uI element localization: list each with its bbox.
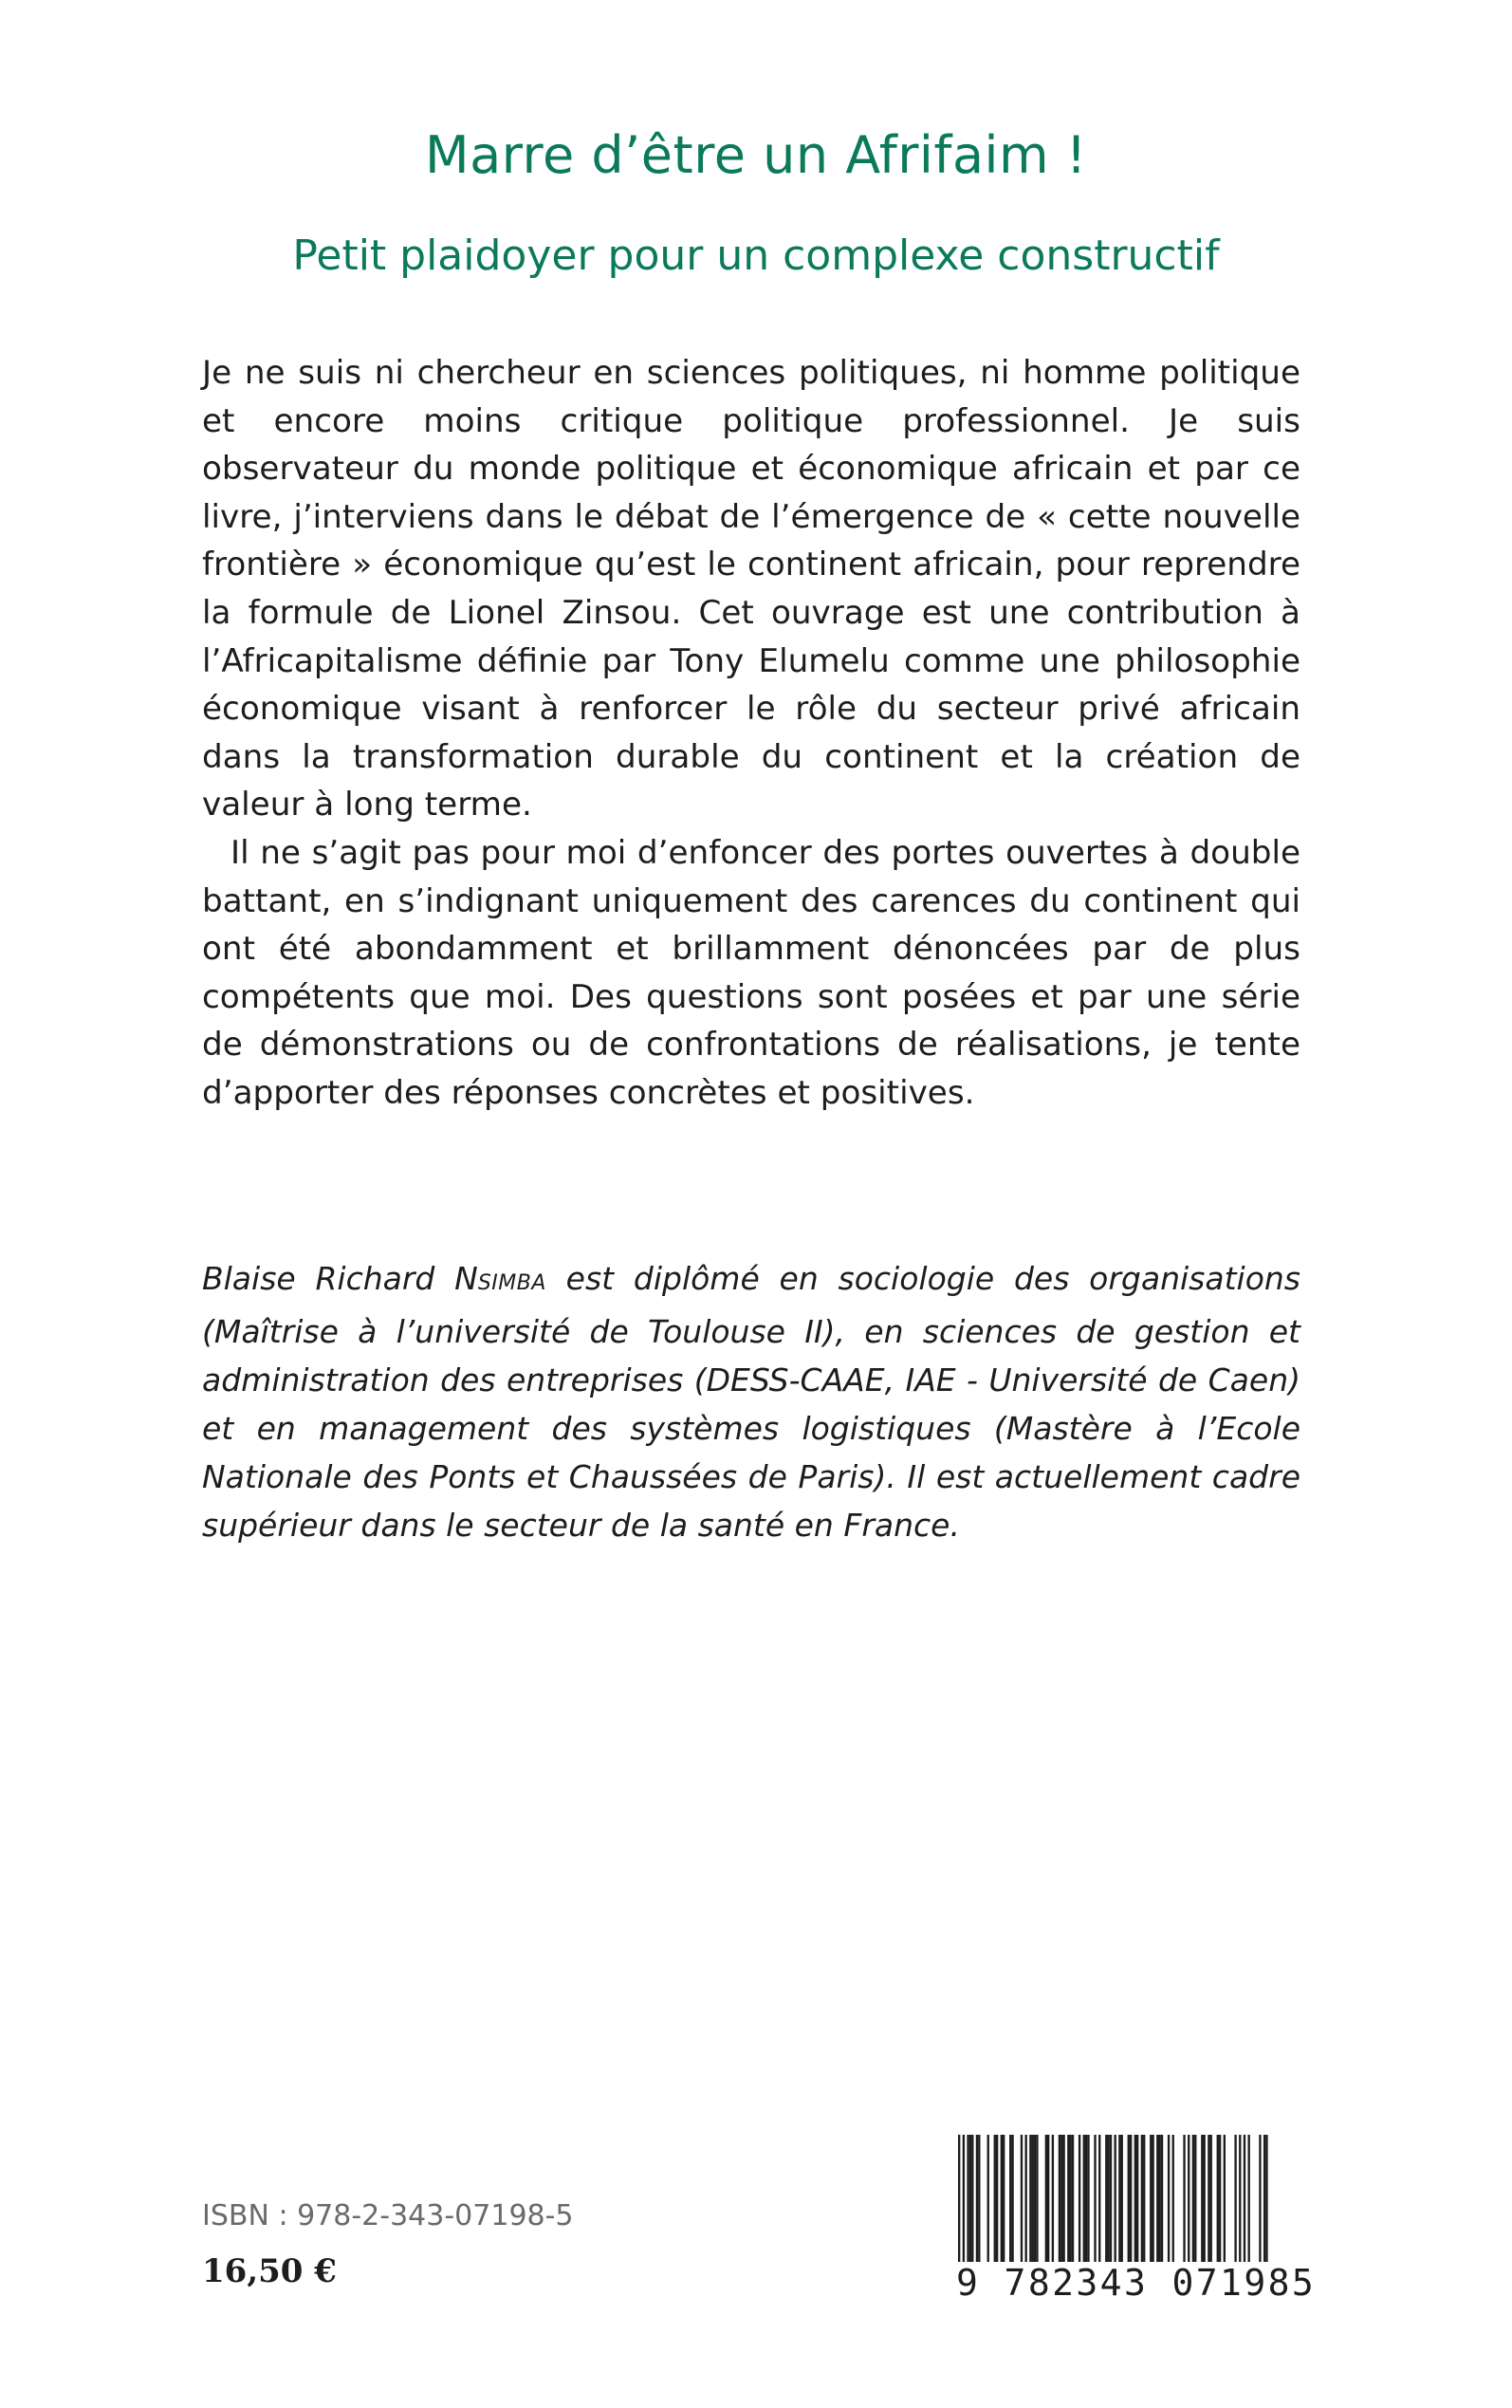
barcode-bar bbox=[1152, 2135, 1153, 2264]
book-subtitle: Petit plaidoyer pour un complexe constructif bbox=[292, 232, 1220, 280]
barcode-bar bbox=[1110, 2135, 1112, 2264]
price: 16,50 € bbox=[202, 2252, 337, 2290]
barcode-bar bbox=[1070, 2135, 1072, 2264]
barcode-digits: 9 782343 071985 bbox=[956, 2262, 1317, 2304]
barcode-bar bbox=[1159, 2135, 1161, 2264]
barcode-bar bbox=[994, 2135, 996, 2264]
barcode-bar bbox=[1079, 2135, 1080, 2264]
barcode-bar bbox=[1194, 2135, 1196, 2264]
barcode-bar bbox=[1025, 2135, 1027, 2264]
back-cover-summary bbox=[202, 349, 1300, 1118]
barcode-bar bbox=[1224, 2135, 1226, 2264]
barcode-bar bbox=[1239, 2135, 1241, 2264]
barcode-bar bbox=[1141, 2135, 1143, 2264]
barcode-bar bbox=[1118, 2135, 1120, 2264]
barcode-bar bbox=[1208, 2135, 1209, 2264]
barcode-bar bbox=[1168, 2135, 1170, 2264]
barcode-bar bbox=[1248, 2135, 1250, 2264]
barcode-bar bbox=[971, 2135, 973, 2264]
barcode-bar bbox=[1052, 2135, 1054, 2264]
barcode-bar bbox=[1210, 2135, 1212, 2264]
barcode-bar bbox=[1098, 2135, 1100, 2264]
barcode-bar bbox=[1217, 2135, 1219, 2264]
barcode-bar bbox=[1143, 2135, 1145, 2264]
barcode-bar bbox=[996, 2135, 998, 2264]
barcode-bar bbox=[1121, 2135, 1123, 2264]
barcode-bar bbox=[1192, 2135, 1194, 2264]
barcode-bar bbox=[1083, 2135, 1085, 2264]
barcode-bar bbox=[978, 2135, 980, 2264]
barcode-bar bbox=[1150, 2135, 1152, 2264]
barcode-bar bbox=[1021, 2135, 1023, 2264]
barcode-bar bbox=[1136, 2135, 1138, 2264]
barcode-bar bbox=[1085, 2135, 1087, 2264]
barcode-bar bbox=[1001, 2135, 1003, 2264]
author-bio-text: est diplômé en sociologie des organisations (Maîtrise à l’université de Toulouse II), en sciences de gestion et administration des entreprises (DESS-CAAE, IAE - Université de Caen) et en management des systèmes logistiques (Mastère à l’Ecole Nationale des Ponts et Chaussées de Paris). Il est actuellement cadre supérieur dans le secteur de la santé en France. bbox=[202, 1260, 1300, 1544]
barcode-bar bbox=[1188, 2135, 1189, 2264]
barcode-bar bbox=[1003, 2135, 1005, 2264]
summary-paragraph-1: Je ne suis ni chercheur en sciences politiques, ni homme politique et encore moins critique politique professionnel. Je suis observateur du monde politique et économique africain et par ce livre, j’interviens dans le débat de l’émergence de « cette nouvelle frontière » économique qu’est le continent africain, pour reprendre la formule de Lionel Zinsou. Cet ouvrage est une contribution à l’Africapitalisme définie par Tony Elumelu comme une philosophie économique visant à renforcer le rôle du secteur privé africain dans la transformation durable du continent et la création de valeur à long terme. bbox=[202, 354, 1300, 824]
author-biography bbox=[202, 1254, 1300, 1549]
barcode-bar bbox=[1244, 2135, 1245, 2264]
barcode-bar bbox=[1045, 2135, 1047, 2264]
barcode-bar bbox=[967, 2135, 968, 2264]
barcode-bar bbox=[1029, 2135, 1031, 2264]
barcode-bar bbox=[1156, 2135, 1158, 2264]
barcode-bar bbox=[1034, 2135, 1036, 2264]
barcode-bar bbox=[1172, 2135, 1174, 2264]
barcode-bar bbox=[1183, 2135, 1185, 2264]
barcode-bar bbox=[1107, 2135, 1109, 2264]
barcode-bar bbox=[1204, 2135, 1206, 2264]
barcode-bar bbox=[969, 2135, 971, 2264]
barcode-bar bbox=[1130, 2135, 1132, 2264]
barcode-bar bbox=[1219, 2135, 1221, 2264]
book-title: Marre d’être un Afrifaim ! bbox=[425, 125, 1087, 185]
barcode-bar bbox=[1072, 2135, 1074, 2264]
author-first-names: Blaise Richard bbox=[202, 1260, 455, 1297]
barcode-bar bbox=[1011, 2135, 1013, 2264]
barcode-bar bbox=[1032, 2135, 1034, 2264]
isbn: ISBN : 978-2-343-07198-5 bbox=[202, 2199, 574, 2232]
barcode-bar bbox=[1201, 2135, 1203, 2264]
barcode-bar bbox=[987, 2135, 989, 2264]
barcode-bar bbox=[1036, 2135, 1038, 2264]
barcode-bar bbox=[1259, 2135, 1261, 2264]
author-surname-rest: SIMBA bbox=[477, 1271, 546, 1295]
author-surname-initial: N bbox=[454, 1260, 478, 1297]
barcode-bar bbox=[1234, 2135, 1236, 2264]
barcode-bar bbox=[1094, 2135, 1096, 2264]
barcode-bar bbox=[1105, 2135, 1107, 2264]
barcode-bar bbox=[1115, 2135, 1116, 2264]
barcode-bar bbox=[1087, 2135, 1089, 2264]
barcode-bar bbox=[1128, 2135, 1130, 2264]
barcode-bar bbox=[1161, 2135, 1163, 2264]
barcode-bar bbox=[1134, 2135, 1136, 2264]
barcode-bar bbox=[976, 2135, 978, 2264]
summary-paragraph-2: Il ne s’agit pas pour moi d’enfoncer des portes ouvertes à double battant, en s’indignant uniquement des carences du continent qui ont été abondamment et brillamment dénoncées par de plus compétents que moi. Des questions sont posées et par une série de démonstrations ou de confrontations de réalisations, je tente d’apporter des réponses concrètes et positives. bbox=[202, 833, 1300, 1112]
barcode-bar bbox=[1009, 2135, 1011, 2264]
barcode-bar bbox=[1047, 2135, 1049, 2264]
